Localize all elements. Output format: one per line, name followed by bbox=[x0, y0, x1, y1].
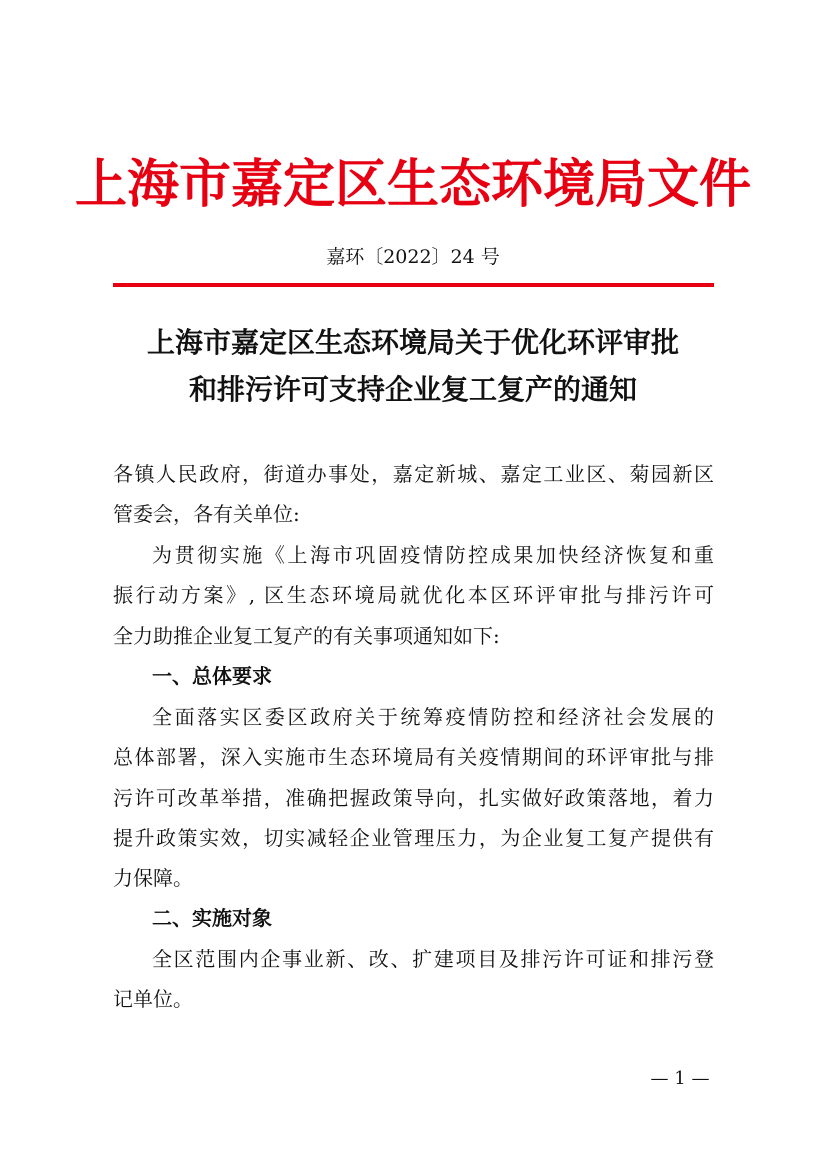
intro-line-2: 振行动方案》, 区生态环境局就优化本区环评审批与排污许可 bbox=[113, 583, 714, 607]
section-1-line-3: 污许可改革举措，准确把握政策导向，扎实做好政策落地，着力 bbox=[113, 786, 714, 810]
notice-title-line-1: 上海市嘉定区生态环境局关于优化环评审批 bbox=[146, 326, 679, 359]
section-1-line-2: 总体部署，深入实施市生态环境局有关疫情期间的环评审批与排 bbox=[113, 745, 714, 769]
section-1-heading: 一、总体要求 bbox=[152, 664, 272, 688]
page-number: — 1 — bbox=[650, 1068, 710, 1089]
section-2-line-1: 全区范围内企事业新、改、扩建项目及排污许可证和排污登 bbox=[152, 947, 714, 971]
section-1-line-4: 提升政策实效，切实减轻企业管理压力，为企业复工复产提供有 bbox=[113, 826, 714, 850]
issuer-title: 上海市嘉定区生态环境局文件 bbox=[74, 154, 751, 215]
intro-line-3: 全力助推企业复工复产的有关事项通知如下: bbox=[113, 624, 500, 648]
section-1-line-1: 全面落实区委区政府关于统筹疫情防控和经济社会发展的 bbox=[152, 705, 714, 729]
section-1-line-5: 力保障。 bbox=[113, 866, 193, 890]
red-separator-line bbox=[113, 283, 714, 287]
section-2-heading: 二、实施对象 bbox=[152, 906, 272, 930]
addressee-line-1: 各镇人民政府，街道办事处，嘉定新城、嘉定工业区、菊园新区 bbox=[113, 462, 714, 486]
intro-line-1: 为贯彻实施《上海市巩固疫情防控成果加快经济恢复和重 bbox=[152, 543, 714, 567]
notice-title-line-2: 和排污许可支持企业复工复产的通知 bbox=[188, 373, 637, 406]
addressee-line-2: 管委会，各有关单位: bbox=[113, 502, 300, 526]
section-2-line-2: 记单位。 bbox=[113, 987, 193, 1011]
document-number: 嘉环〔2022〕24 号 bbox=[326, 246, 500, 268]
